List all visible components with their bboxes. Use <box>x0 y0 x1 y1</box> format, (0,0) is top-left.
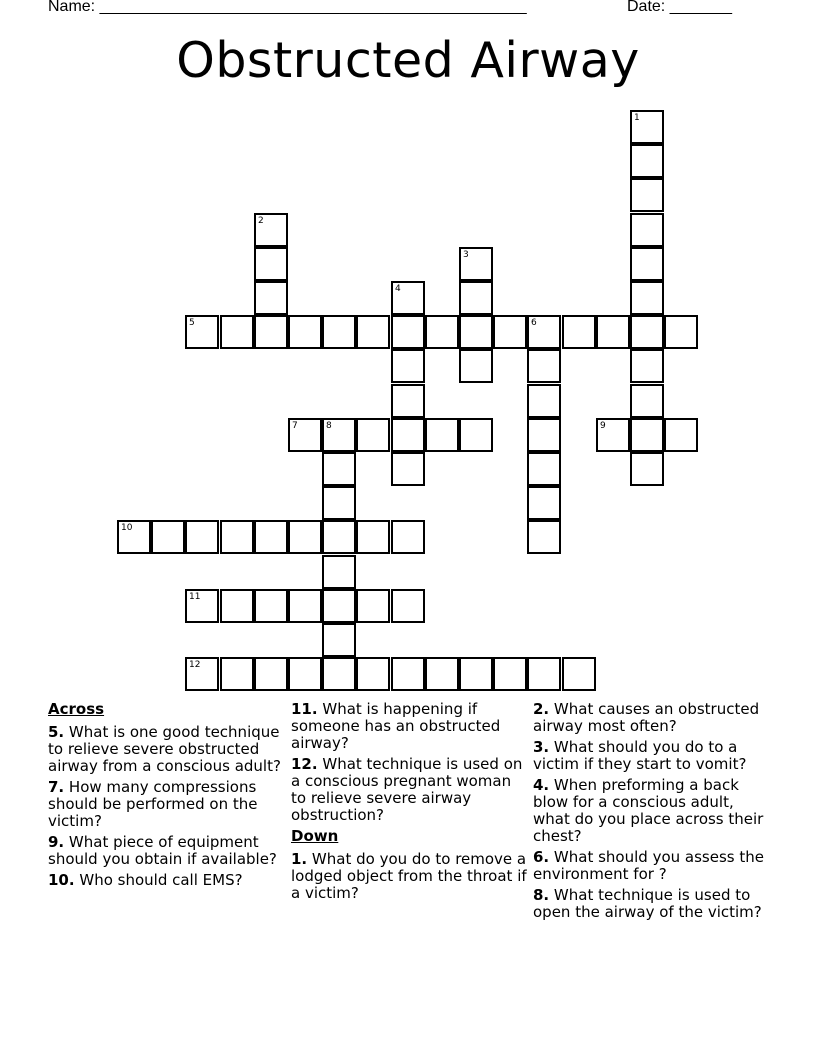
grid-cell[interactable] <box>425 315 459 349</box>
grid-cell[interactable] <box>356 315 390 349</box>
grid-cell[interactable] <box>288 657 322 691</box>
clue-down-8: 8. What technique is used to open the airway of the victim? <box>533 886 762 921</box>
grid-cell[interactable] <box>254 213 288 247</box>
across-heading: Across <box>48 700 105 718</box>
grid-cell[interactable] <box>527 452 561 486</box>
grid-cell[interactable] <box>185 589 219 623</box>
grid-cell[interactable] <box>664 418 698 452</box>
clue-number: 11 <box>189 592 201 602</box>
grid-cell[interactable] <box>527 418 561 452</box>
clue-number: 12 <box>189 660 201 670</box>
grid-cell[interactable] <box>596 418 630 452</box>
clue-number: 4 <box>395 284 401 294</box>
grid-cell[interactable] <box>630 349 664 383</box>
grid-cell[interactable] <box>459 315 493 349</box>
grid-cell[interactable] <box>527 657 561 691</box>
grid-cell[interactable] <box>459 281 493 315</box>
clue-down-2: 2. What causes an obstructed airway most often? <box>533 700 760 735</box>
grid-cell[interactable] <box>459 657 493 691</box>
grid-cell[interactable] <box>562 315 596 349</box>
grid-cell[interactable] <box>459 418 493 452</box>
grid-cell[interactable] <box>117 520 151 554</box>
clue-across-9: 9. What piece of equipment should you obtain if available? <box>48 833 277 868</box>
clues-column-3 <box>533 701 765 925</box>
grid-cell[interactable] <box>391 589 425 623</box>
clue-number: 6 <box>531 318 537 328</box>
grid-cell[interactable] <box>220 520 254 554</box>
clues-column-2 <box>291 701 527 906</box>
grid-cell[interactable] <box>254 657 288 691</box>
grid-cell[interactable] <box>254 589 288 623</box>
grid-cell[interactable] <box>322 486 356 520</box>
grid-cell[interactable] <box>630 213 664 247</box>
grid-cell[interactable] <box>322 315 356 349</box>
clue-number: 2 <box>258 216 264 226</box>
grid-cell[interactable] <box>288 520 322 554</box>
grid-cell[interactable] <box>630 452 664 486</box>
clue-number: 5 <box>189 318 195 328</box>
grid-cell[interactable] <box>630 315 664 349</box>
grid-cell[interactable] <box>391 657 425 691</box>
grid-cell[interactable] <box>254 315 288 349</box>
grid-cell[interactable] <box>356 520 390 554</box>
grid-cell[interactable] <box>220 315 254 349</box>
date-field[interactable]: Date: _______ <box>627 0 732 15</box>
grid-cell[interactable] <box>391 520 425 554</box>
name-field[interactable]: Name: ________________________________________________ <box>48 0 527 15</box>
clue-number: 9 <box>600 421 606 431</box>
grid-cell[interactable] <box>562 657 596 691</box>
grid-cell[interactable] <box>527 486 561 520</box>
grid-cell[interactable] <box>391 418 425 452</box>
grid-cell[interactable] <box>630 281 664 315</box>
grid-cell[interactable] <box>630 178 664 212</box>
grid-cell[interactable] <box>356 657 390 691</box>
grid-cell[interactable] <box>322 452 356 486</box>
grid-cell[interactable] <box>288 589 322 623</box>
clues-column-1 <box>48 701 284 893</box>
down-heading: Down <box>291 827 339 845</box>
grid-cell[interactable] <box>527 349 561 383</box>
clue-down-1: 1. What do you do to remove a lodged object from the throat if a victim? <box>291 850 527 902</box>
grid-cell[interactable] <box>630 144 664 178</box>
grid-cell[interactable] <box>254 281 288 315</box>
grid-cell[interactable] <box>527 520 561 554</box>
grid-cell[interactable] <box>322 555 356 589</box>
grid-cell[interactable] <box>356 418 390 452</box>
grid-cell[interactable] <box>527 315 561 349</box>
grid-cell[interactable] <box>425 418 459 452</box>
grid-cell[interactable] <box>459 349 493 383</box>
clue-number: 8 <box>326 421 332 431</box>
grid-cell[interactable] <box>220 657 254 691</box>
grid-cell[interactable] <box>630 110 664 144</box>
grid-cell[interactable] <box>630 247 664 281</box>
grid-cell[interactable] <box>391 384 425 418</box>
clue-number: 1 <box>634 113 640 123</box>
grid-cell[interactable] <box>596 315 630 349</box>
clue-down-4: 4. When preforming a back blow for a conscious adult, what do you place across their chest? <box>533 776 764 845</box>
grid-cell[interactable] <box>391 281 425 315</box>
grid-cell[interactable] <box>322 520 356 554</box>
page-title: Obstructed Airway <box>176 32 640 89</box>
grid-cell[interactable] <box>322 418 356 452</box>
grid-cell[interactable] <box>527 384 561 418</box>
clue-across-5: 5. What is one good technique to relieve severe obstructed airway from a conscious adult? <box>48 723 281 775</box>
grid-cell[interactable] <box>391 452 425 486</box>
grid-cell[interactable] <box>664 315 698 349</box>
grid-cell[interactable] <box>254 520 288 554</box>
grid-cell[interactable] <box>151 520 185 554</box>
grid-cell[interactable] <box>288 418 322 452</box>
clue-down-3: 3. What should you do to a victim if they start to vomit? <box>533 738 747 773</box>
clue-down-6: 6. What should you assess the environment for ? <box>533 848 764 883</box>
grid-cell[interactable] <box>322 623 356 657</box>
grid-cell[interactable] <box>459 247 493 281</box>
grid-cell[interactable] <box>185 315 219 349</box>
clue-number: 3 <box>463 250 469 260</box>
grid-cell[interactable] <box>391 315 425 349</box>
grid-cell[interactable] <box>493 657 527 691</box>
clue-across-10: 10. Who should call EMS? <box>48 871 243 889</box>
grid-cell[interactable] <box>185 520 219 554</box>
grid-cell[interactable] <box>630 418 664 452</box>
grid-cell[interactable] <box>254 247 288 281</box>
clue-number: 10 <box>121 523 133 533</box>
clue-across-12: 12. What technique is used on a conscious pregnant woman to relieve severe airway obstruction? <box>291 755 523 824</box>
clue-across-7: 7. How many compressions should be performed on the victim? <box>48 778 258 830</box>
grid-cell[interactable] <box>630 384 664 418</box>
grid-cell[interactable] <box>220 589 254 623</box>
grid-cell[interactable] <box>391 349 425 383</box>
clue-across-11: 11. What is happening if someone has an obstructed airway? <box>291 700 501 752</box>
grid-cell[interactable] <box>356 589 390 623</box>
grid-cell[interactable] <box>425 657 459 691</box>
grid-cell[interactable] <box>493 315 527 349</box>
grid-cell[interactable] <box>288 315 322 349</box>
grid-cell[interactable] <box>322 657 356 691</box>
clue-number: 7 <box>292 421 298 431</box>
grid-cell[interactable] <box>185 657 219 691</box>
grid-cell[interactable] <box>322 589 356 623</box>
